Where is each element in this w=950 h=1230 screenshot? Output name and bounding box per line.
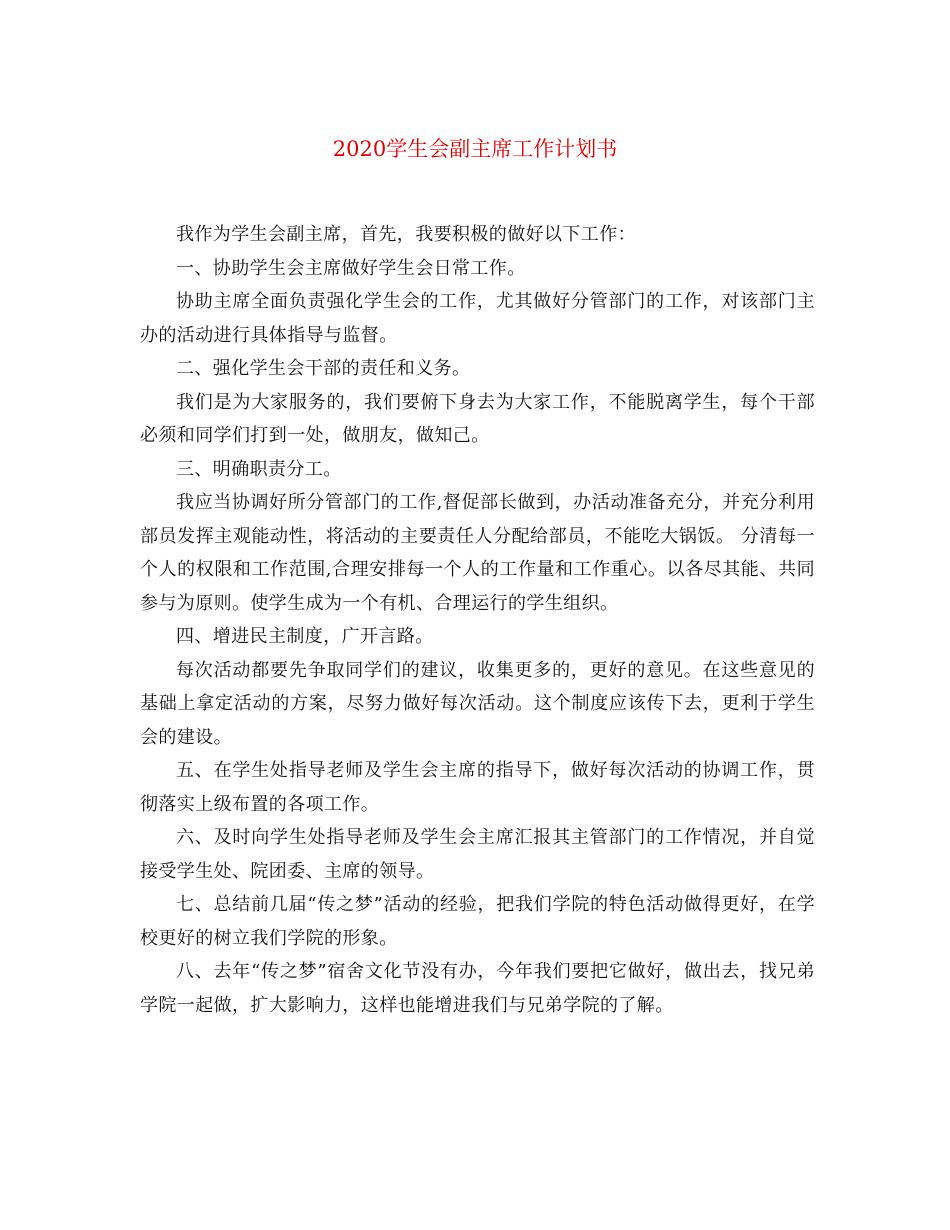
- paragraph-2: 我们是为大家服务的，我们要俯下身去为大家工作，不能脱离学生，每个干部必须和同学们打到一处，做朋友，做知己。: [140, 391, 815, 446]
- section-heading-2: 二、强化学生会干部的责任和义务。: [176, 358, 471, 379]
- paragraph-3: 我应当协调好所分管部门的工作,督促部长做到，办活动准备充分，并充分利用部员发挥主观能动性，将活动的主要责任人分配给部员，不能吃大锅饭。 分清每一个人的权限和工作范围,合理安排每一个人的工作量和工作重心。以各尽其能、共同参与为原则。使学生成为一个有机、合理运行的学生组织。: [140, 492, 815, 614]
- paragraph-intro: 我作为学生会副主席，首先，我要积极的做好以下工作：: [176, 224, 636, 245]
- section-heading-3: 三、明确职责分工。: [176, 458, 342, 480]
- paragraph-1: 协助主席全面负责强化学生会的工作，尤其做好分管部门的工作，对该部门主办的活动进行具体指导与监督。: [140, 291, 815, 346]
- document-body: [140, 218, 815, 1022]
- section-item-8: 八、去年“传之梦”宿舍文化节没有办，今年我们要把它做好，做出去，找兄弟学院一起做，扩大影响力，这样也能增进我们与兄弟学院的了解。: [140, 961, 815, 1016]
- section-heading-4: 四、增进民主制度，广开言路。: [176, 626, 434, 647]
- paragraph-4: 每次活动都要先争取同学们的建议，收集更多的，更好的意见。在这些意见的基础上拿定活动的方案，尽努力做好每次活动。这个制度应该传下去，更利于学生会的建设。: [140, 659, 815, 748]
- section-item-5: 五、在学生处指导老师及学生会主席的指导下，做好每次活动的协调工作，贯彻落实上级布置的各项工作。: [140, 760, 815, 815]
- section-item-7: 七、总结前几届“传之梦”活动的经验，把我们学院的特色活动做得更好，在学校更好的树立我们学院的形象。: [140, 894, 815, 949]
- document-title: 2020学生会副主席工作计划书: [332, 137, 618, 161]
- section-heading-1: 一、协助学生会主席做好学生会日常工作。: [176, 257, 526, 279]
- section-item-6: 六、及时向学生处指导老师及学生会主席汇报其主管部门的工作情况，并自觉接受学生处、院团委、主席的领导。: [140, 827, 815, 882]
